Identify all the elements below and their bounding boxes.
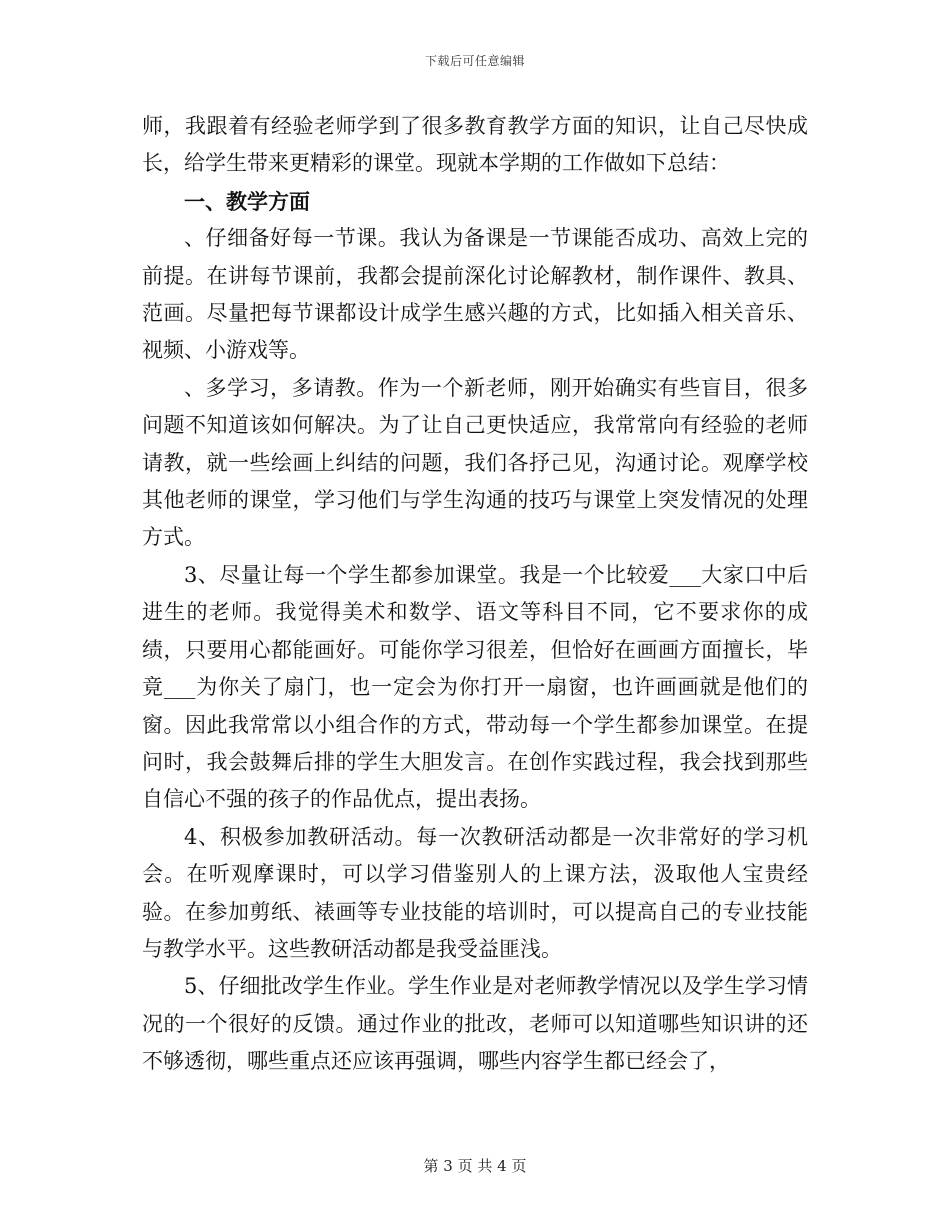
document-body (142, 108, 808, 1081)
paragraph-homework: 5、仔细批改学生作业。学生作业是对老师教学情况以及学生学习情况的一个很好的反馈。通过作业的批改，老师可以知道哪些知识讲的还不够透彻，哪些重点还应该再强调，哪些内容学生都已经会了， (142, 974, 808, 1074)
paragraph-lesson-prep: 、仔细备好每一节课。我认为备课是一节课能否成功、高效上完的前提。在讲每节课前，我都会提前深化讨论解教材，制作课件、教具、范画。尽量把每节课都设计成学生感兴趣的方式，比如插入相关音乐、视频、小游戏等。 (142, 226, 808, 363)
intro-paragraph: 师，我跟着有经验老师学到了很多教育教学方面的知识，让自己尽快成长，给学生带来更精彩的课堂。现就本学期的工作做如下总结： (142, 114, 808, 176)
header-note: 下载后可任意编辑 (424, 54, 525, 68)
page-number-footer: 第 3 页 共 4 页 (423, 1157, 527, 1175)
section-heading: 一、教学方面 (184, 188, 310, 214)
paragraph-research: 4、积极参加教研活动。每一次教研活动都是一次非常好的学习机会。在听观摩课时，可以学习借鉴别人的上课方法，汲取他人宝贵经验。在参加剪纸、裱画等专业技能的培训时，可以提高自己的专业技能与教学水平。这些教研活动都是我受益匪浅。 (142, 824, 808, 961)
paragraph-participation: 3、尽量让每一个学生都参加课堂。我是一个比较爱___大家口中后进生的老师。我觉得美术和数学、语文等科目不同，它不要求你的成绩，只要用心都能画好。可能你学习很差，但恰好在画画方面擅长，毕竟___为你关了扇门，也一定会为你打开一扇窗，也许画画就是他们的窗。因此我常常以小组合作的方式，带动每一个学生都参加课堂。在提问时，我会鼓舞后排的学生大胆发言。在创作实践过程，我会找到那些自信心不强的孩子的作品优点，提出表扬。 (142, 562, 808, 812)
paragraph-learning: 、多学习，多请教。作为一个新老师，刚开始确实有些盲目，很多问题不知道该如何解决。为了让自己更快适应，我常常向有经验的老师请教，就一些绘画上纠结的问题，我们各抒己见，沟通讨论。观摩学校其他老师的课堂，学习他们与学生沟通的技巧与课堂上突发情况的处理方式。 (142, 375, 808, 550)
